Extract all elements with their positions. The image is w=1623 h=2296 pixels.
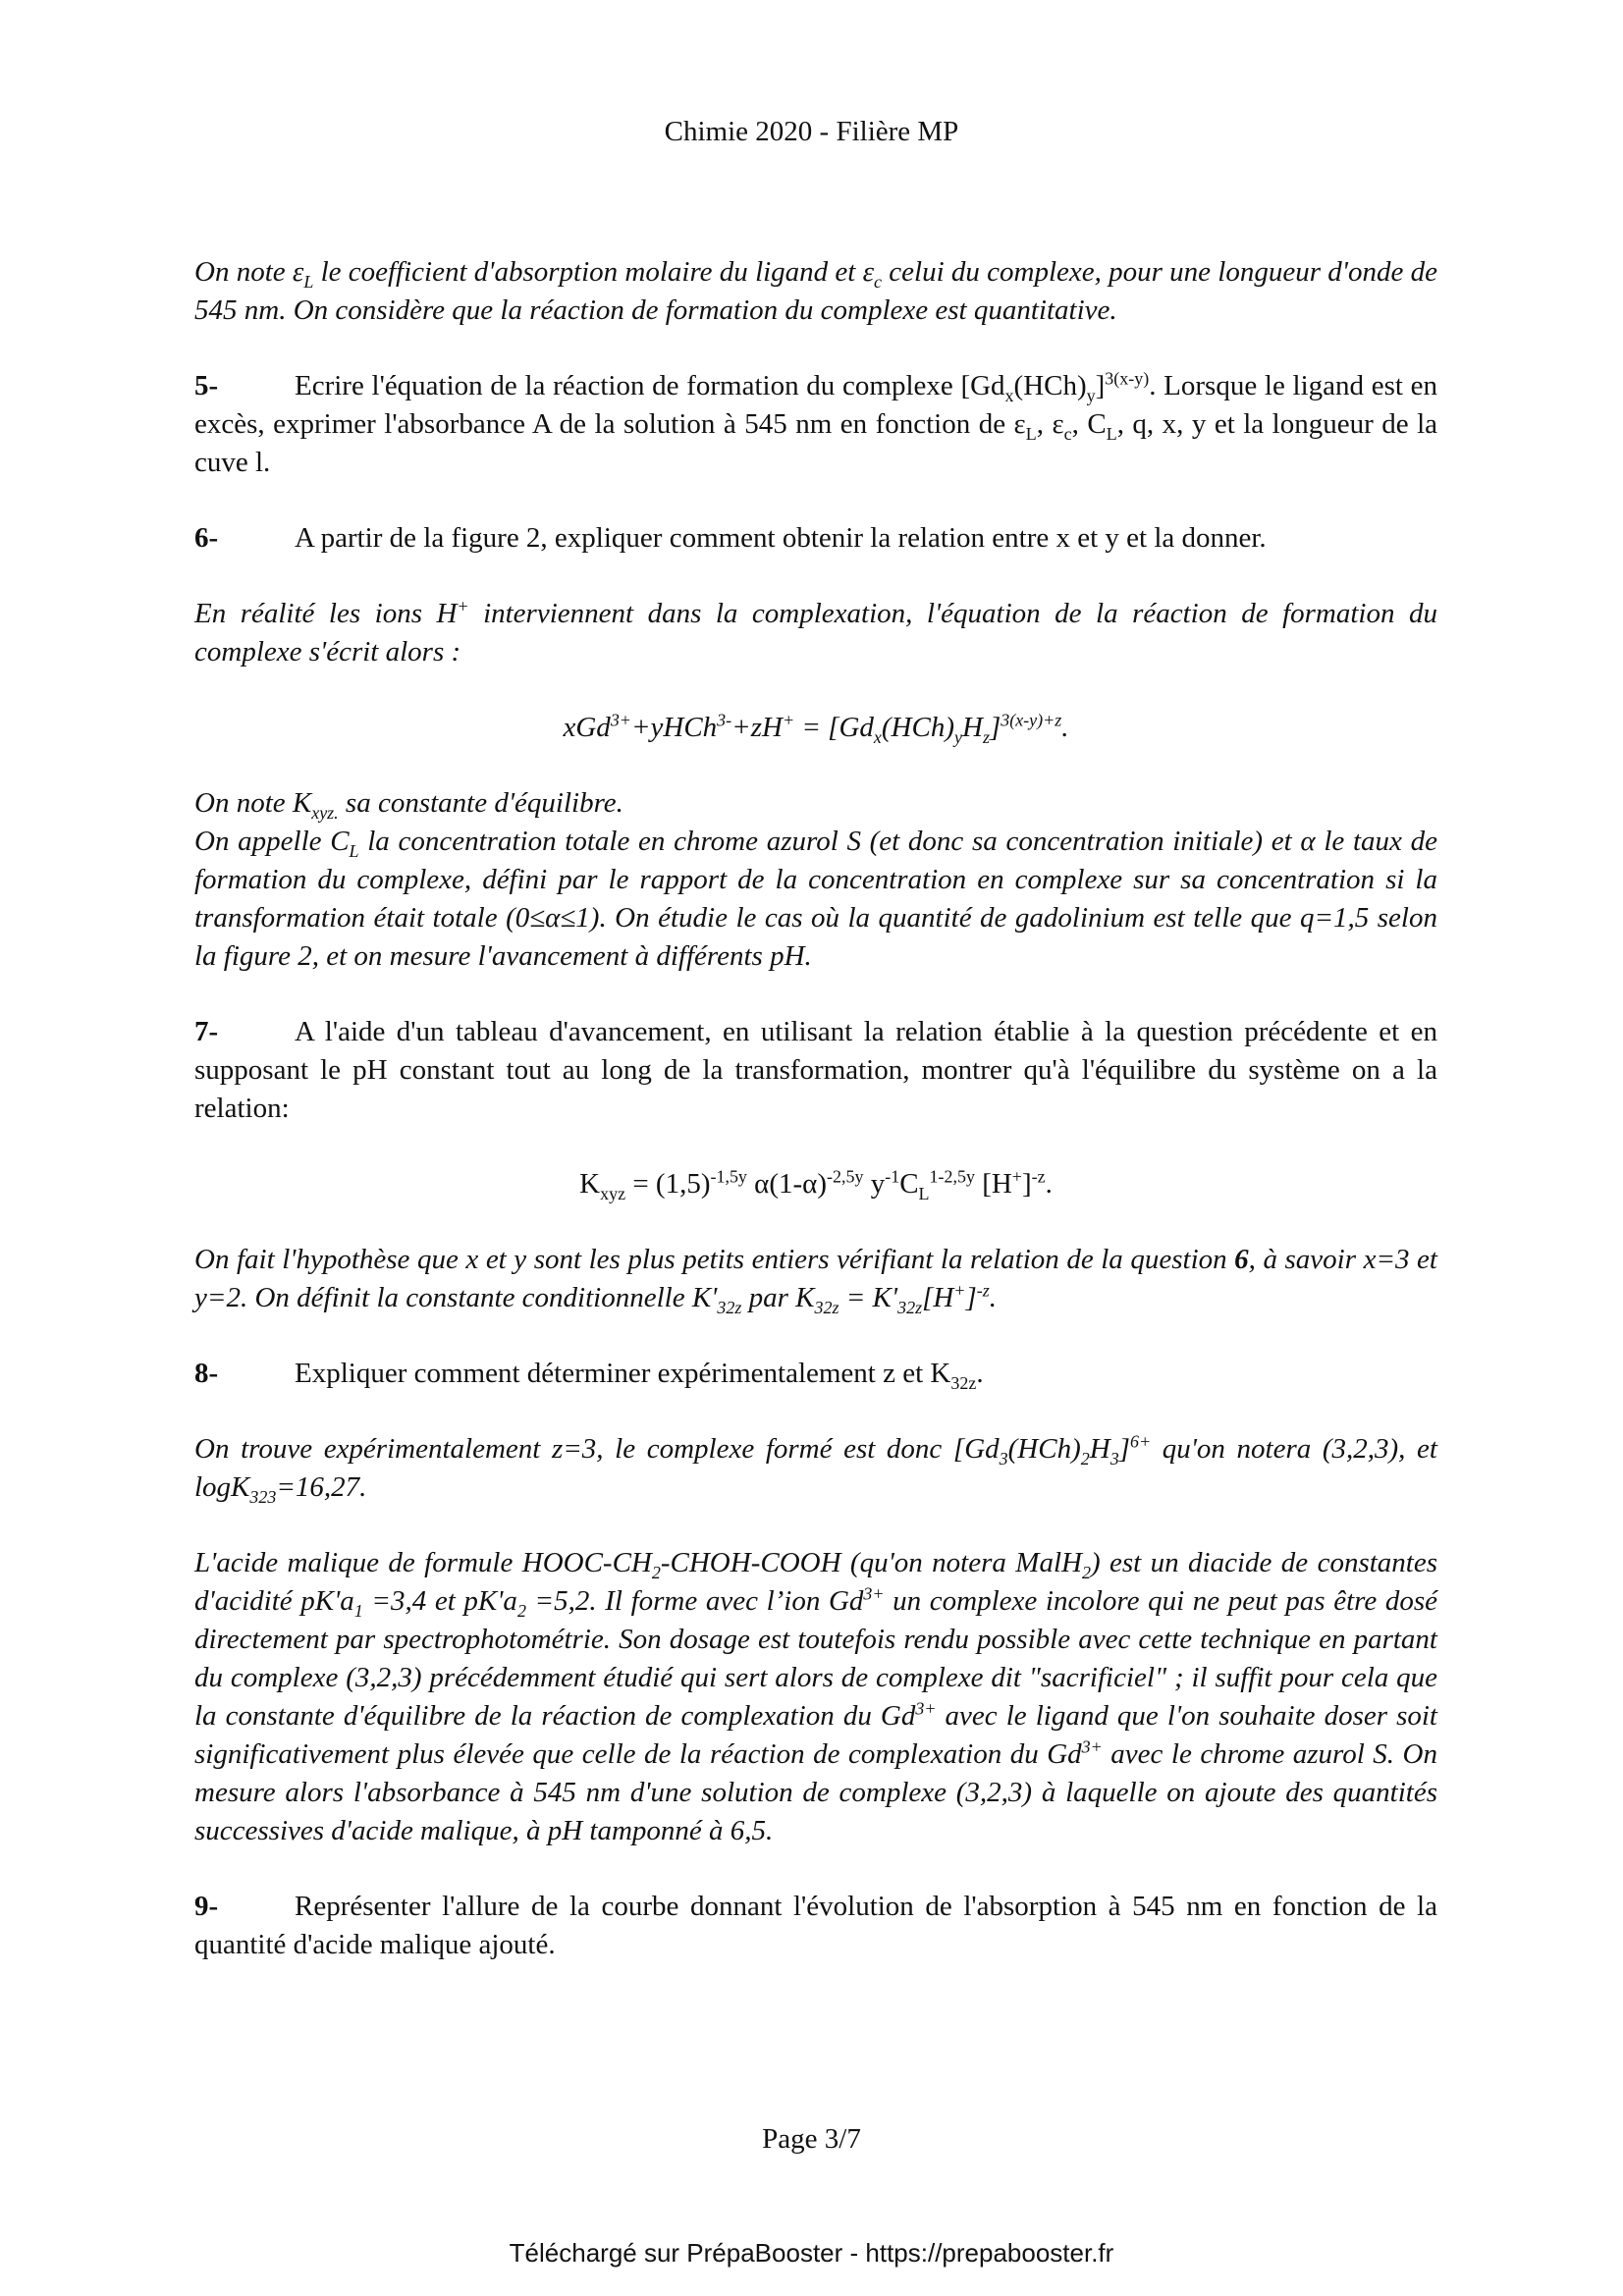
question-number: 6- [194, 522, 219, 554]
intro-paragraph: On note $\varepsilon_L$ le coefficient d'absorption molaire du ligand et $\varepsilon_c$ celui du complexe, pour une longueur d'onde de 545 nm. On considère que la réaction de formation du complexe est quantitative. [194, 256, 1437, 326]
h-ions-paragraph: En réalité les ions H+ interviennent dans la complexation, l'équation de la réaction de formation du complexe s'écrit alors : [194, 596, 1437, 667]
kxyz-note: On note $K_{xyz.}$ sa constante d'équilibre. [194, 787, 623, 823]
cl-definition: On appelle $C_L$ la concentration totale en chrome azurol S (et donc sa concentration initiale) et α le taux de formation du complexe, défini par le rapport de la concentration en complexe sur sa concentration si la transformation était totale (0≤α≤1). On étudie le cas où la quantité de gadolinium est telle que q=1,5 selon la figure 2, et on mesure l'avancement à différents pH. [194, 826, 1437, 972]
question-text: A l'aide d'un tableau d'avancement, en utilisant la relation établie à la question précédente et en supposant le pH constant tout au long de la transformation, montrer qu'à l'équilibre du système on a la relation: [194, 1016, 1437, 1124]
download-footer: Téléchargé sur PrépaBooster - https://prepabooster.fr [509, 2238, 1114, 2268]
malique-paragraph: L'acide malique de formule HOOC-$CH_2-CHOH$-COOH (qu'on notera MalH$_2$) est un diacide de constantes d'acidité $pK'a_1 =3,4$ et $pK'a_2 =5,2$. Il forme avec l’ion $Gd^{3+}$ un complexe incolore qui ne peut pas être dosé directement par spectrophotométrie. Son dosage est toutefois rendu possible avec cette technique en partant du complexe (3,2,3) précédemment étudié qui sert alors de complexe dit "sacrificiel" ; il suffit pour cela que la constante d'équilibre de la réaction de complexation du $Gd^{3+}$ avec le ligand que l'on souhaite doser soit significativement plus élevée que celle de la réaction de complexation du $Gd^{3+}$ avec le chrome azurol S. On mesure alors l'absorbance à 545 nm d'une solution de complexe (3,2,3) à laquelle on ajoute des quantités successives d'acide malique, à pH tamponné à 6,5. [194, 1547, 1438, 1846]
page-header: Chimie 2020 - Filière MP [664, 116, 959, 147]
result-paragraph: On trouve expérimentalement z=3, le complexe formé est donc $[Gd_3(HCh)_2H_3]^{6+}$ qu'on notera (3,2,3), et logK$_{323}$=16,27. [194, 1431, 1437, 1507]
question-number: 7- [194, 1016, 219, 1047]
question-number: 5- [194, 370, 219, 401]
question-number: 9- [194, 1891, 219, 1922]
question-text: Représenter l'allure de la courbe donnant l'évolution de l'absorption à 545 nm en fonction de la quantité d'acide malique ajouté. [194, 1891, 1437, 1960]
question-number: 8- [194, 1358, 219, 1389]
question-7 [194, 1013, 1437, 1128]
page-number: Page 3/7 [762, 2123, 861, 2155]
equation-formation: xGd$^{3+}$+yHCh$^{3-}$+zH+ = $[Gd_x(HCh)_yH_z]^{3(x-y)+z}$. [563, 710, 1069, 747]
hypothesis-paragraph: On fait l'hypothèse que x et y sont les plus petits entiers vérifiant la relation de la question 6, à savoir x=3 et y=2. On définit la constante conditionnelle $K'_{32z}$ par $K_{32z} = K'_{32z}[H^+]^{-z}$. [194, 1244, 1437, 1317]
equation-kxyz: $K_{xyz} = (1,5)^{-1,5y}$ $\alpha(1-\alpha)^{-2,5y}$ $y^{-1}C_L^{1-2,5y}$ $[H^+]^{-z}$. [579, 1166, 1053, 1203]
question-5: 5- Ecrire l'équation de la réaction de formation du complexe $[Gd_x(HCh)_y]^{3(x-y)}$. Lorsque le ligand est en excès, exprimer l'absorbance A de la solution à 545 nm en fonction de $\varepsilon_L$, $\varepsilon_c$, $C_L$, q, x, y et la longueur de la cuve l. [194, 368, 1438, 478]
question-8: 8- Expliquer comment déterminer expérimentalement z et $K_{32z}$. [194, 1355, 1437, 1393]
question-6 [194, 519, 1437, 558]
question-text: A partir de la figure 2, expliquer comment obtenir la relation entre x et y et la donner. [295, 522, 1267, 554]
document-body [194, 253, 1437, 1964]
question-9 [194, 1888, 1437, 1964]
